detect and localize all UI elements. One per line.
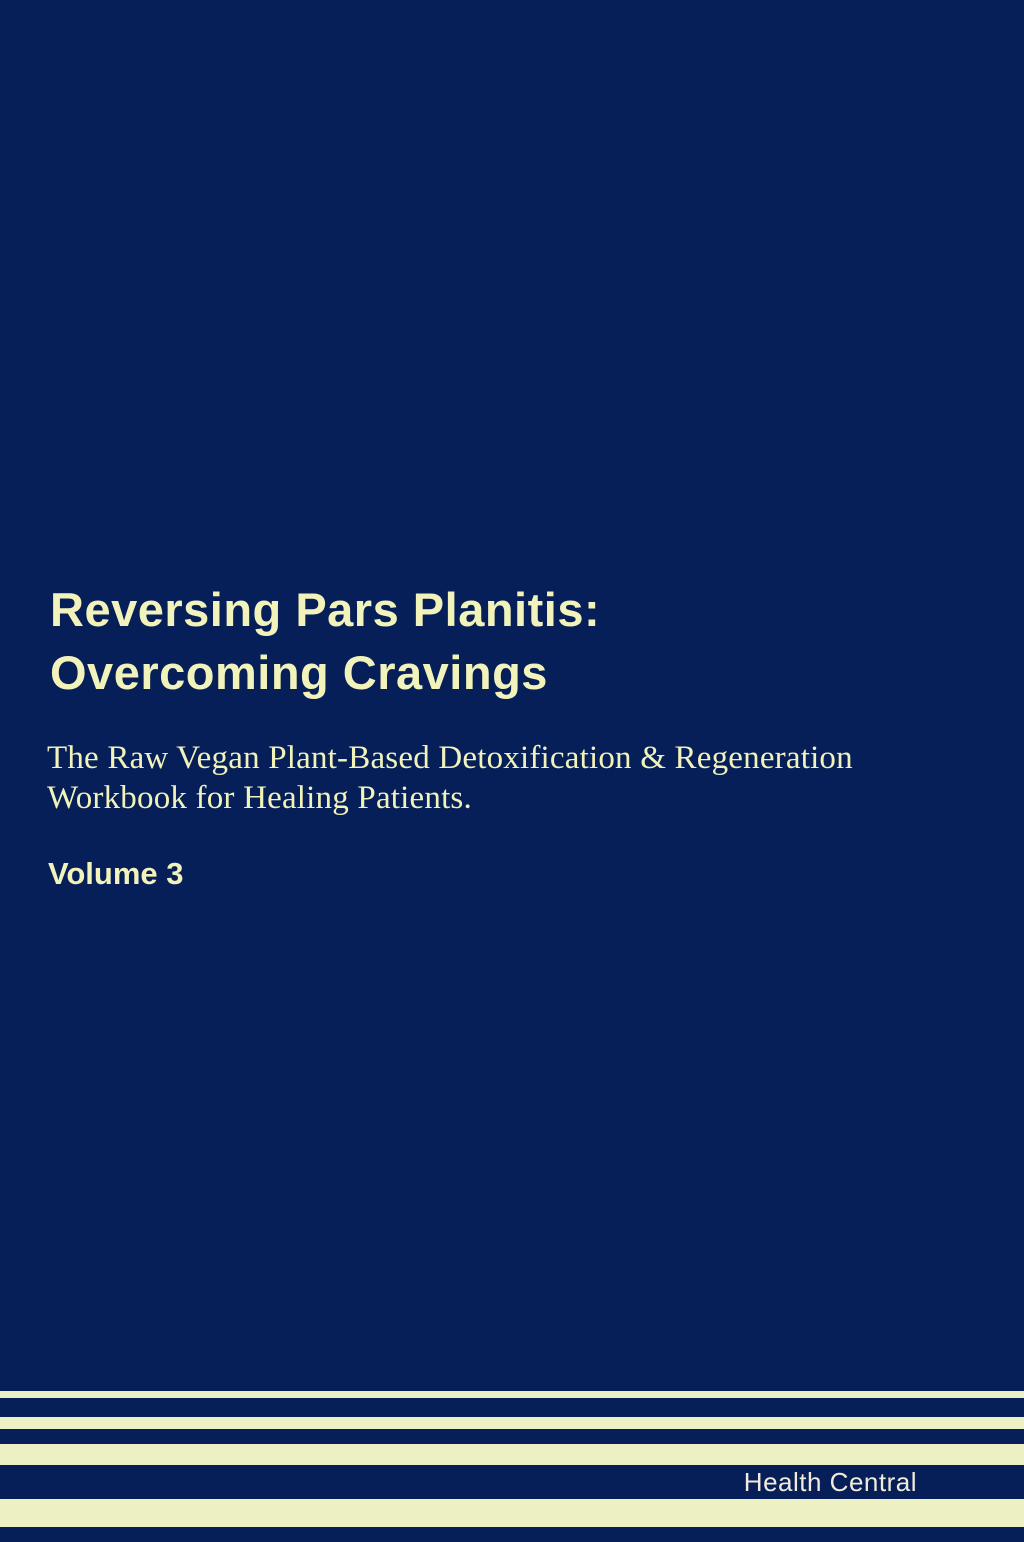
footer-stripe-2 bbox=[0, 1417, 1024, 1429]
book-subtitle bbox=[47, 738, 853, 818]
book-subtitle-line1: The Raw Vegan Plant-Based Detoxification & Regeneration bbox=[47, 740, 853, 776]
book-title-line1: Reversing Pars Planitis: bbox=[50, 583, 601, 636]
book-title-line2: Overcoming Cravings bbox=[50, 646, 548, 699]
footer-stripe-4 bbox=[0, 1499, 1024, 1527]
publisher-band bbox=[0, 1465, 1024, 1499]
footer-stripe-3 bbox=[0, 1444, 1024, 1465]
footer-stripe-1 bbox=[0, 1391, 1024, 1398]
volume-label: Volume 3 bbox=[48, 856, 184, 891]
publisher-name: Health Central bbox=[743, 1467, 917, 1497]
book-title bbox=[50, 578, 600, 704]
book-subtitle-line2: Workbook for Healing Patients. bbox=[47, 780, 472, 816]
